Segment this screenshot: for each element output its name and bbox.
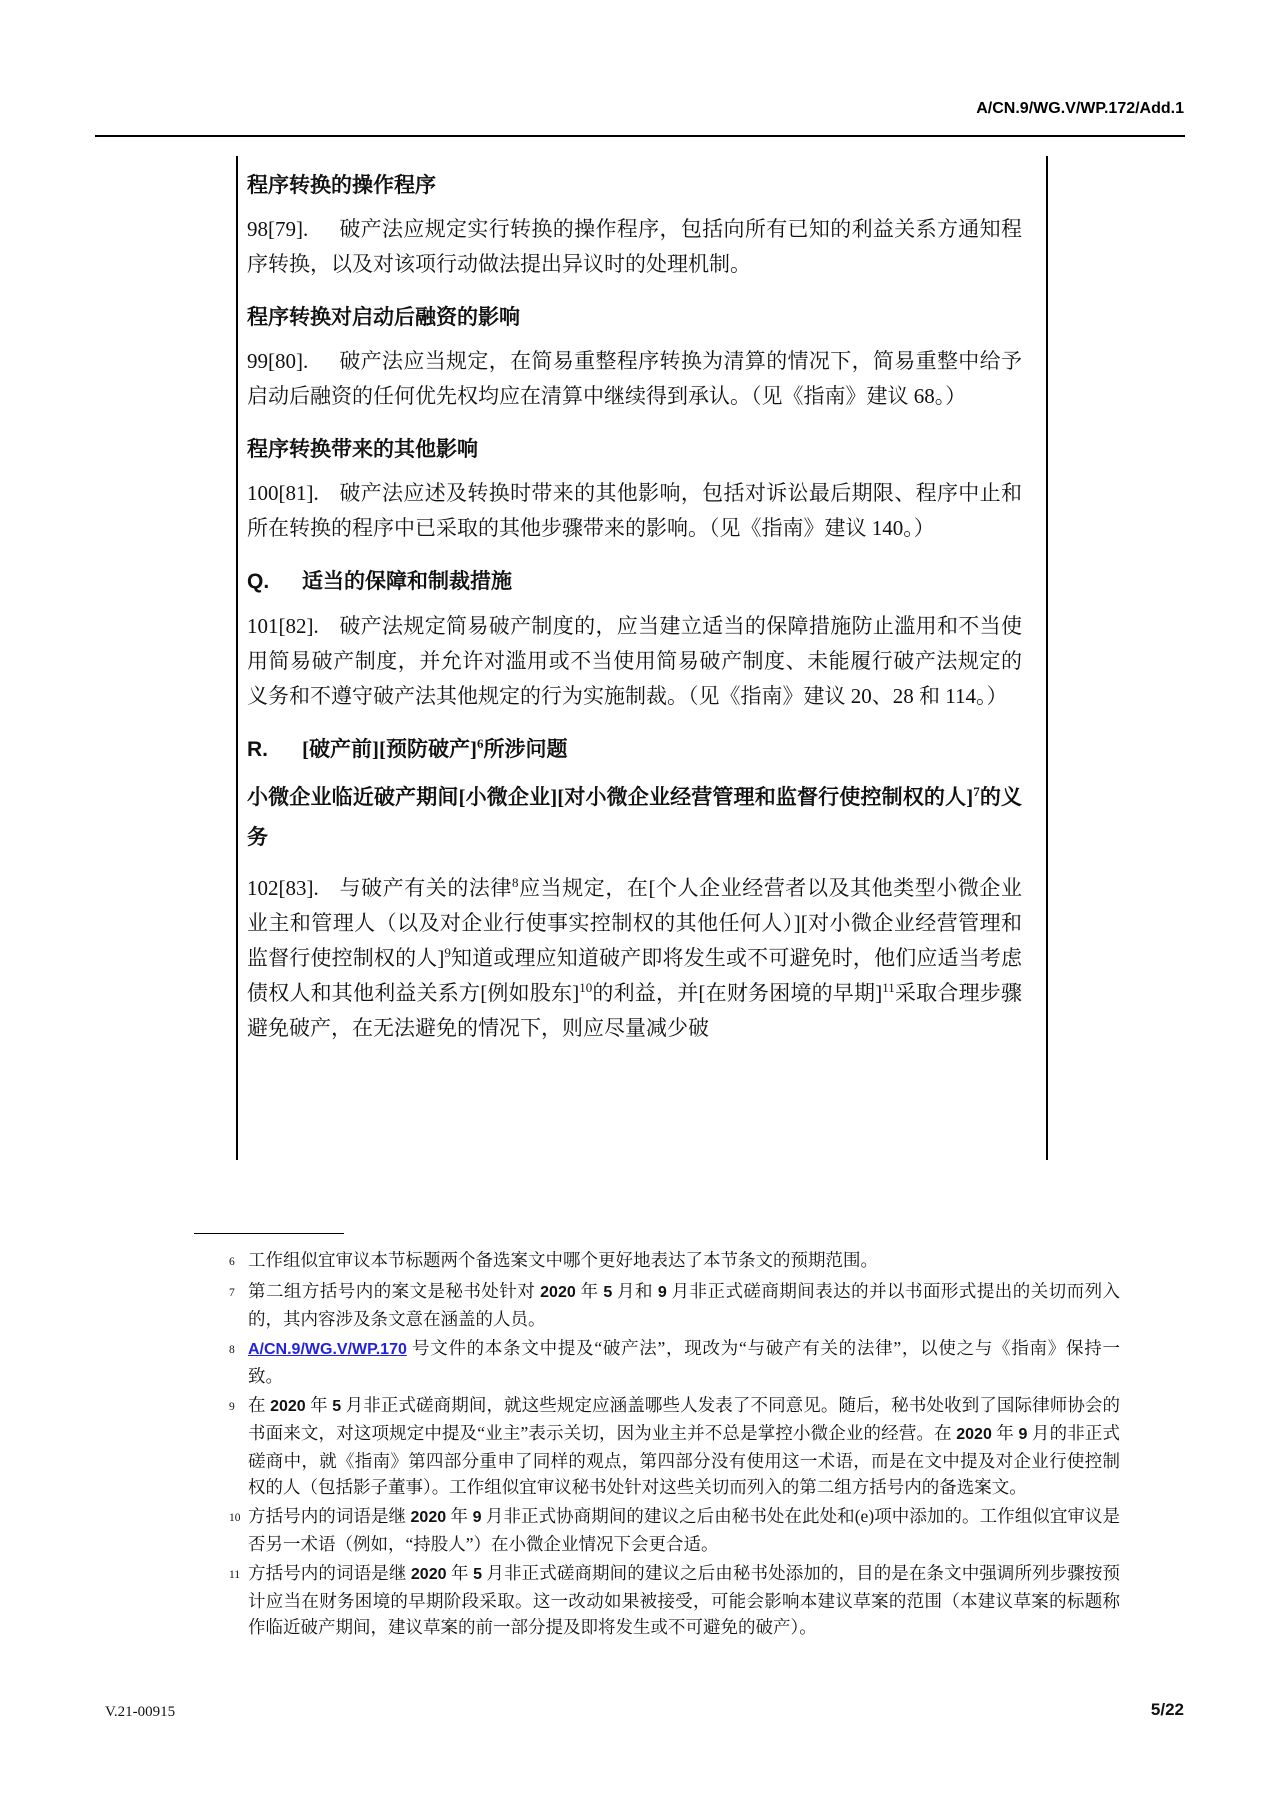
footnote <box>214 1335 1120 1389</box>
text-run: 月非正式磋商期间表达的并以书面形式提出的关切而列入的，其内容涉及条文意在涵盖的人员。 <box>248 1281 1121 1329</box>
number-run: 5 <box>332 1398 342 1415</box>
body-column <box>247 150 1022 1046</box>
footnote-number: 9 <box>229 1401 235 1413</box>
footnote <box>214 1392 1120 1500</box>
footnote <box>214 1560 1120 1640</box>
footnote-number: 8 <box>229 1344 235 1356</box>
footnote <box>214 1278 1120 1332</box>
document-link[interactable]: A/CN.9/WG.V/WP.170 <box>248 1341 407 1358</box>
text-run: 年 <box>446 1563 474 1583</box>
number-run: 5 <box>603 1284 613 1301</box>
text-run: 破产法规定简易破产制度的，应当建立适当的保障措施防止滥用和不当使用简易破产制度，并允许对滥用或不当使用简易破产制度、未能履行破产法规定的义务和不遵守破产法其他规定的行为实施制裁。（见《指南》建议 20、28 和 114。） <box>247 614 1022 708</box>
number-run: 5 <box>473 1566 482 1583</box>
footnote-reference: 11 <box>882 980 895 995</box>
paragraph-number: 100[81]. <box>247 481 319 505</box>
header-rule <box>95 135 1185 137</box>
text-run: 月非正式协商期间的建议之后由秘书处在此处和(e)项中添加的。工作组似宜审议是否另一术语（例如，“持股人”）在小微企业情况下会更合适。 <box>248 1506 1121 1554</box>
section-heading: 程序转换对启动后融资的影响 <box>247 305 520 329</box>
text-run: 与破产有关的法律 <box>339 876 513 900</box>
right-change-bar <box>1046 156 1048 1160</box>
paragraph <box>247 476 1022 546</box>
footnote-text <box>248 1560 1120 1640</box>
paragraph <box>247 871 1022 1046</box>
footnote-reference: 7 <box>973 784 980 799</box>
number-run: 2020 <box>410 1566 447 1583</box>
text-run: 第二组方括号内的案文是秘书处针对 <box>248 1281 541 1301</box>
text-run: 月非正式磋商期间的建议之后由秘书处添加的，目的是在条文中强调所列步骤按预计应当在财务困境的早期阶段采取。这一改动如果被接受，可能会影响本建议草案的范围（本建议草案的标题称作临近破产期间，建议草案的前一部分提及即将发生或不可避免的破产）。 <box>248 1563 1121 1637</box>
lettered-section-heading <box>247 736 1022 763</box>
paragraph-number: 102[83]. <box>247 876 319 900</box>
text-run: 月非正式磋商期间，就这些规定应涵盖哪些人发表了不同意见。随后，秘书处收到了国际律师协会的书面来文，对这项规定中提及“业主”表示关切，因为业主并不总是掌控小微企业的经营。在 <box>248 1395 1121 1443</box>
doc-symbol: A/CN.9/WG.V/WP.172/Add.1 <box>976 100 1184 117</box>
paragraph-number: 98[79]. <box>247 217 309 241</box>
subheading <box>247 777 1022 857</box>
text-run: 应当规定，在[个人企业经营者以及其他类型小微企业业主和管理人（以及对企业行使事实控制权的其他任何人）][对小微企业经营管理和监督行使控制权的人] <box>247 876 1022 970</box>
text-run: 破产法应规定实行转换的操作程序，包括向所有已知的利益关系方通知程序转换，以及对该项行动做法提出异议时的处理机制。 <box>247 217 1022 276</box>
footnote-text <box>248 1335 1120 1389</box>
text-run: 知道或理应知道破产即将发生或不可避免时，他们应适当考虑债权人和其他利益关系方[例如股东] <box>247 946 1022 1005</box>
text-run: 月和 <box>612 1281 658 1301</box>
text-run: [破产前][预防破产] <box>302 737 477 761</box>
left-change-bar <box>236 156 238 1160</box>
section-letter: Q. <box>247 570 270 593</box>
text-run: 适当的保障和制裁措施 <box>302 569 512 593</box>
text-run: 方括号内的词语是继 <box>248 1506 411 1526</box>
text-run: 的利益，并[在财务困境的早期] <box>592 981 883 1005</box>
text-run: 破产法应当规定，在简易重整程序转换为清算的情况下，简易重整中给予启动后融资的任何优先权均应在清算中继续得到承认。（见《指南》建议 68。） <box>247 349 1022 408</box>
paragraph-number: 99[80]. <box>247 349 309 373</box>
text-run: 破产法应述及转换时带来的其他影响，包括对诉讼最后期限、程序中止和所在转换的程序中已采取的其他步骤带来的影响。（见《指南》建议 140。） <box>247 481 1022 540</box>
footnote-reference: 6 <box>476 736 484 751</box>
text-run: 年 <box>991 1423 1019 1443</box>
footnote-number: 7 <box>229 1287 235 1299</box>
text-run: 月的非正式磋商中，就《指南》第四部分重申了同样的观点，第四部分没有使用这一术语，而是在文中提及对企业行使控制权的人（包括影子董事）。工作组似宜审议秘书处针对这些关切而列入的第二组方括号内的备选案文。 <box>248 1423 1120 1497</box>
footnote-area <box>214 1233 1120 1643</box>
text-run: 年 <box>305 1395 333 1415</box>
text-run: 的义务 <box>247 785 1022 849</box>
number-run: 9 <box>1018 1426 1028 1443</box>
footnote-number: 10 <box>229 1512 241 1524</box>
footnote <box>214 1247 1120 1275</box>
footer-page-number: 5/22 <box>1150 1700 1184 1719</box>
footnote-text <box>248 1503 1120 1557</box>
text-run: 方括号内的词语是继 <box>248 1563 411 1583</box>
text-run: 在 <box>248 1395 271 1415</box>
footnote-text <box>248 1392 1120 1500</box>
number-run: 9 <box>657 1284 667 1301</box>
footnote <box>214 1503 1120 1557</box>
footnote-text <box>248 1247 1120 1275</box>
paragraph <box>247 609 1022 714</box>
number-run: 2020 <box>540 1284 576 1301</box>
footnote-number: 11 <box>229 1569 241 1581</box>
section-heading: 程序转换的操作程序 <box>247 173 436 197</box>
footnote-separator <box>194 1233 344 1234</box>
footnote-number: 6 <box>229 1256 235 1268</box>
number-run: 9 <box>472 1509 482 1526</box>
number-run: 2020 <box>270 1398 306 1415</box>
footnote-reference: 9 <box>444 945 451 960</box>
paragraph <box>247 344 1022 414</box>
number-run: 2020 <box>956 1426 992 1443</box>
text-run: 采取合理步骤避免破产，在无法避免的情况下，则应尽量减少破 <box>247 981 1022 1040</box>
paragraph-number: 101[82]. <box>247 614 319 638</box>
footnote-text <box>248 1278 1120 1332</box>
text-run: 年 <box>575 1281 604 1301</box>
footnote-list <box>214 1247 1120 1640</box>
section-letter: R. <box>247 738 268 761</box>
text-run: 所涉问题 <box>483 737 568 761</box>
footnote-reference: 8 <box>512 875 519 890</box>
paragraph <box>247 212 1022 282</box>
text-run: 工作组似宜审议本节标题两个备选案文中哪个更好地表达了本节条文的预期范围。 <box>248 1250 878 1270</box>
section-heading: 程序转换带来的其他影响 <box>247 437 478 461</box>
text-run: 小微企业临近破产期间[小微企业][对小微企业经营管理和监督行使控制权的人] <box>247 785 974 809</box>
text-run: 年 <box>446 1506 473 1526</box>
footnote-reference: 10 <box>579 980 593 995</box>
lettered-section-heading <box>247 568 1022 595</box>
footer-job-number: V.21-00915 <box>105 1704 176 1720</box>
text-run: 号文件的本条文中提及“破产法”，现改为“与破产有关的法律”，以使之与《指南》保持一致。 <box>248 1338 1120 1386</box>
number-run: 2020 <box>410 1509 447 1526</box>
